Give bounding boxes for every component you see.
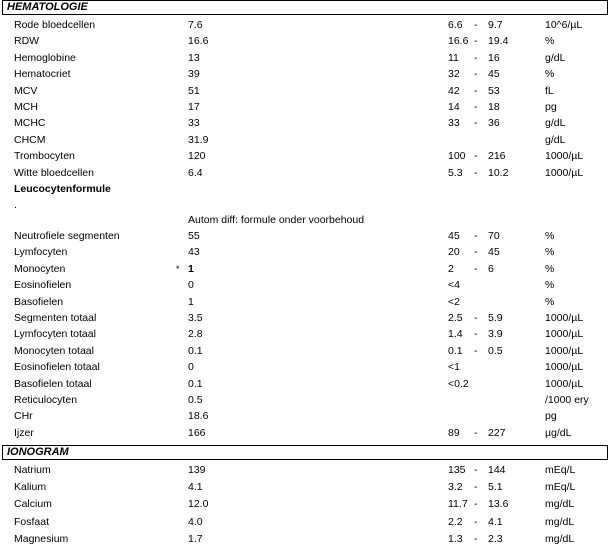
ref-dash: - [474, 344, 478, 357]
test-value: 18.6 [188, 410, 209, 423]
table-row [0, 83, 614, 99]
ref-high: 45 [488, 68, 500, 81]
test-name: Segmenten totaal [14, 312, 97, 324]
table-row [0, 531, 614, 547]
test-unit: % [545, 279, 555, 292]
test-value: 39 [188, 68, 200, 81]
dot-row [0, 197, 614, 213]
test-unit: % [545, 262, 555, 275]
test-unit: % [545, 35, 555, 48]
test-value: 12.0 [188, 498, 209, 511]
table-row [0, 50, 614, 66]
test-name: Basofielen [14, 295, 64, 308]
test-value: 33 [188, 117, 200, 130]
table-row [0, 514, 614, 530]
ref-low: 100 [448, 150, 466, 163]
test-unit: 1000/µL [545, 377, 584, 390]
ref-high: 5.9 [488, 312, 503, 324]
section-header-hematologie: HEMATOLOGIE [2, 0, 608, 15]
ref-high: 2.3 [488, 532, 503, 545]
ref-high: 13.6 [488, 498, 509, 511]
ref-low: 42 [448, 84, 460, 97]
ref-high: 6 [488, 262, 494, 275]
test-value: 0.5 [188, 394, 203, 406]
test-name: Reticulocyten [14, 394, 78, 406]
test-unit: 1000/µL [545, 166, 584, 179]
test-unit: /1000 ery [545, 394, 589, 406]
test-value: 51 [188, 84, 200, 97]
test-unit: mEq/L [545, 481, 576, 494]
test-unit: 1000/µL [545, 328, 584, 341]
ref-low: 32 [448, 68, 460, 81]
test-name: CHr [14, 410, 33, 423]
ref-high: 16 [488, 51, 500, 64]
test-value: 1 [188, 262, 194, 275]
test-name: MCV [14, 84, 38, 97]
dot-separator: . [14, 199, 17, 211]
test-name: Basofielen totaal [14, 377, 92, 390]
ref-low: 6.6 [448, 19, 463, 31]
ref-dash: - [474, 312, 478, 324]
ref-dash: - [474, 35, 478, 48]
leucocytenformule-heading: Leucocytenformule [14, 183, 111, 195]
table-row [0, 277, 614, 293]
table-row [0, 228, 614, 244]
test-value: 16.6 [188, 35, 209, 48]
test-unit: µg/dL [545, 426, 572, 439]
test-value: 13 [188, 51, 200, 64]
ref-high: 0.5 [488, 344, 503, 357]
test-value: 0 [188, 361, 194, 374]
ref-high: 70 [488, 230, 500, 242]
ref-low: 2.5 [448, 312, 463, 324]
test-name: Kalium [14, 481, 47, 494]
test-name: Ijzer [14, 426, 34, 439]
table-row [0, 496, 614, 512]
test-name: Lymfocyten totaal [14, 328, 96, 341]
table-row [0, 479, 614, 495]
test-unit: g/dL [545, 133, 566, 146]
ref-dash: - [474, 532, 478, 545]
table-row [0, 310, 614, 326]
test-value: 55 [188, 230, 200, 242]
ref-low: 1.3 [448, 532, 463, 545]
test-value: 0 [188, 279, 194, 292]
ref-dash: - [474, 515, 478, 528]
ref-low: 45 [448, 230, 460, 242]
test-value: 120 [188, 150, 206, 163]
ref-low: 33 [448, 117, 460, 130]
ref-dash: - [474, 498, 478, 511]
ref-high: 36 [488, 117, 500, 130]
ref-low: 11 [448, 51, 459, 64]
test-value: 6.4 [188, 166, 203, 179]
table-row [0, 33, 614, 49]
ref-high: 3.9 [488, 328, 503, 341]
table-row [0, 392, 614, 408]
test-name: RDW [14, 35, 40, 48]
ref-low: 2 [448, 262, 454, 275]
ref-dash: - [474, 101, 478, 113]
test-name: Calcium [14, 498, 52, 511]
table-row [0, 132, 614, 148]
test-unit: 1000/µL [545, 344, 584, 357]
ref-low: 16.6 [448, 35, 469, 48]
ref-low: 14 [448, 101, 460, 113]
ref-high: 227 [488, 426, 506, 439]
table-row [0, 376, 614, 392]
test-value: 17 [188, 101, 200, 113]
test-value: 2.8 [188, 328, 203, 341]
test-unit: g/dL [545, 51, 566, 64]
test-name: Rode bloedcellen [14, 19, 96, 31]
table-row [0, 343, 614, 359]
test-name: MCHC [14, 117, 46, 130]
ref-dash: - [474, 117, 478, 130]
ref-low: 20 [448, 246, 460, 259]
ref-low: 2.2 [448, 515, 463, 528]
ref-dash: - [474, 426, 478, 439]
test-name: Eosinofielen totaal [14, 361, 100, 374]
test-unit: 1000/µL [545, 150, 584, 163]
ref-dash: - [474, 68, 478, 81]
test-name: Hemoglobine [14, 51, 76, 64]
test-value: 1.7 [188, 532, 203, 545]
table-row [0, 326, 614, 342]
ref-dash: - [474, 166, 478, 179]
ref-low: 1.4 [448, 328, 463, 341]
diff-note-row [0, 212, 614, 228]
test-name: MCH [14, 101, 38, 113]
abnormal-flag: * [176, 263, 180, 274]
table-row [0, 261, 614, 277]
test-value: 0.1 [188, 344, 203, 357]
ref-low: 0.1 [448, 344, 463, 357]
test-value: 4.1 [188, 481, 203, 494]
test-unit: 1000/µL [545, 361, 584, 374]
ref-dash: - [474, 19, 478, 31]
ref-low: 3.2 [448, 481, 463, 494]
ref-dash: - [474, 230, 478, 242]
test-unit: pg [545, 101, 557, 113]
test-value: 0.1 [188, 377, 203, 390]
section-header-ionogram: IONOGRAM [2, 445, 608, 460]
test-value: 7.6 [188, 19, 203, 31]
test-value: 166 [188, 426, 206, 439]
ref-low: 89 [448, 426, 460, 439]
test-unit: pg [545, 410, 557, 423]
ref-high: 53 [488, 84, 500, 97]
table-row [0, 359, 614, 375]
test-name: Witte bloedcellen [14, 166, 94, 179]
test-name: Monocyten totaal [14, 344, 94, 357]
table-row [0, 425, 614, 441]
ref-high: 144 [488, 464, 506, 476]
ref-dash: - [474, 481, 478, 494]
table-row [0, 165, 614, 181]
ref-high: 216 [488, 150, 506, 163]
test-unit: mg/dL [545, 515, 575, 528]
ref-low: <1 [448, 361, 460, 374]
test-unit: % [545, 246, 555, 259]
ref-dash: - [474, 328, 478, 341]
ref-high: 18 [488, 101, 500, 113]
test-unit: 10^6/µL [545, 19, 583, 31]
ref-high: 19.4 [488, 35, 509, 48]
table-row [0, 66, 614, 82]
test-value: 4.0 [188, 515, 203, 528]
test-name: Eosinofielen [14, 279, 72, 292]
test-name: Fosfaat [14, 515, 50, 528]
test-unit: mg/dL [545, 498, 575, 511]
ref-low: 5.3 [448, 166, 463, 179]
test-name: Hematocriet [14, 68, 71, 81]
table-row [0, 294, 614, 310]
ref-high: 10.2 [488, 166, 509, 179]
test-value: 139 [188, 464, 206, 476]
diff-note: Autom diff: formule onder voorbehoud [188, 214, 365, 226]
ref-dash: - [474, 51, 478, 64]
test-unit: g/dL [545, 117, 566, 130]
ref-low: 11.7 [448, 498, 468, 511]
table-row [0, 99, 614, 115]
test-value: 1 [188, 295, 194, 308]
test-name: Lymfocyten [14, 246, 68, 259]
table-row [0, 244, 614, 260]
test-unit: fL [545, 84, 554, 97]
ref-dash: - [474, 246, 478, 259]
ref-high: 4.1 [488, 515, 503, 528]
ref-dash: - [474, 262, 478, 275]
ref-high: 5.1 [488, 481, 503, 494]
table-row [0, 17, 614, 33]
table-row [0, 148, 614, 164]
test-unit: % [545, 295, 555, 308]
table-row [0, 462, 614, 478]
test-name: Trombocyten [14, 150, 75, 163]
test-unit: mEq/L [545, 464, 576, 476]
test-name: Natrium [14, 464, 51, 476]
test-value: 43 [188, 246, 200, 259]
test-name: Monocyten [14, 262, 66, 275]
test-unit: % [545, 68, 555, 81]
ref-dash: - [474, 84, 478, 97]
table-row [0, 115, 614, 131]
test-name: Magnesium [14, 532, 69, 545]
ref-dash: - [474, 464, 478, 476]
test-unit: 1000/µL [545, 312, 584, 324]
leucocytenformule-heading-row [0, 181, 614, 197]
ref-low: 135 [448, 464, 466, 476]
ref-low: <0.2 [448, 377, 469, 390]
test-name: Neutrofiele segmenten [14, 230, 120, 242]
test-value: 31.9 [188, 133, 209, 146]
ref-high: 45 [488, 246, 500, 259]
test-value: 3.5 [188, 312, 203, 324]
ref-low: <4 [448, 279, 460, 292]
test-unit: % [545, 230, 555, 242]
ref-low: <2 [448, 295, 460, 308]
ref-dash: - [474, 150, 478, 163]
test-name: CHCM [14, 133, 46, 146]
ref-high: 9.7 [488, 19, 503, 31]
test-unit: mg/dL [545, 532, 575, 545]
table-row [0, 408, 614, 424]
